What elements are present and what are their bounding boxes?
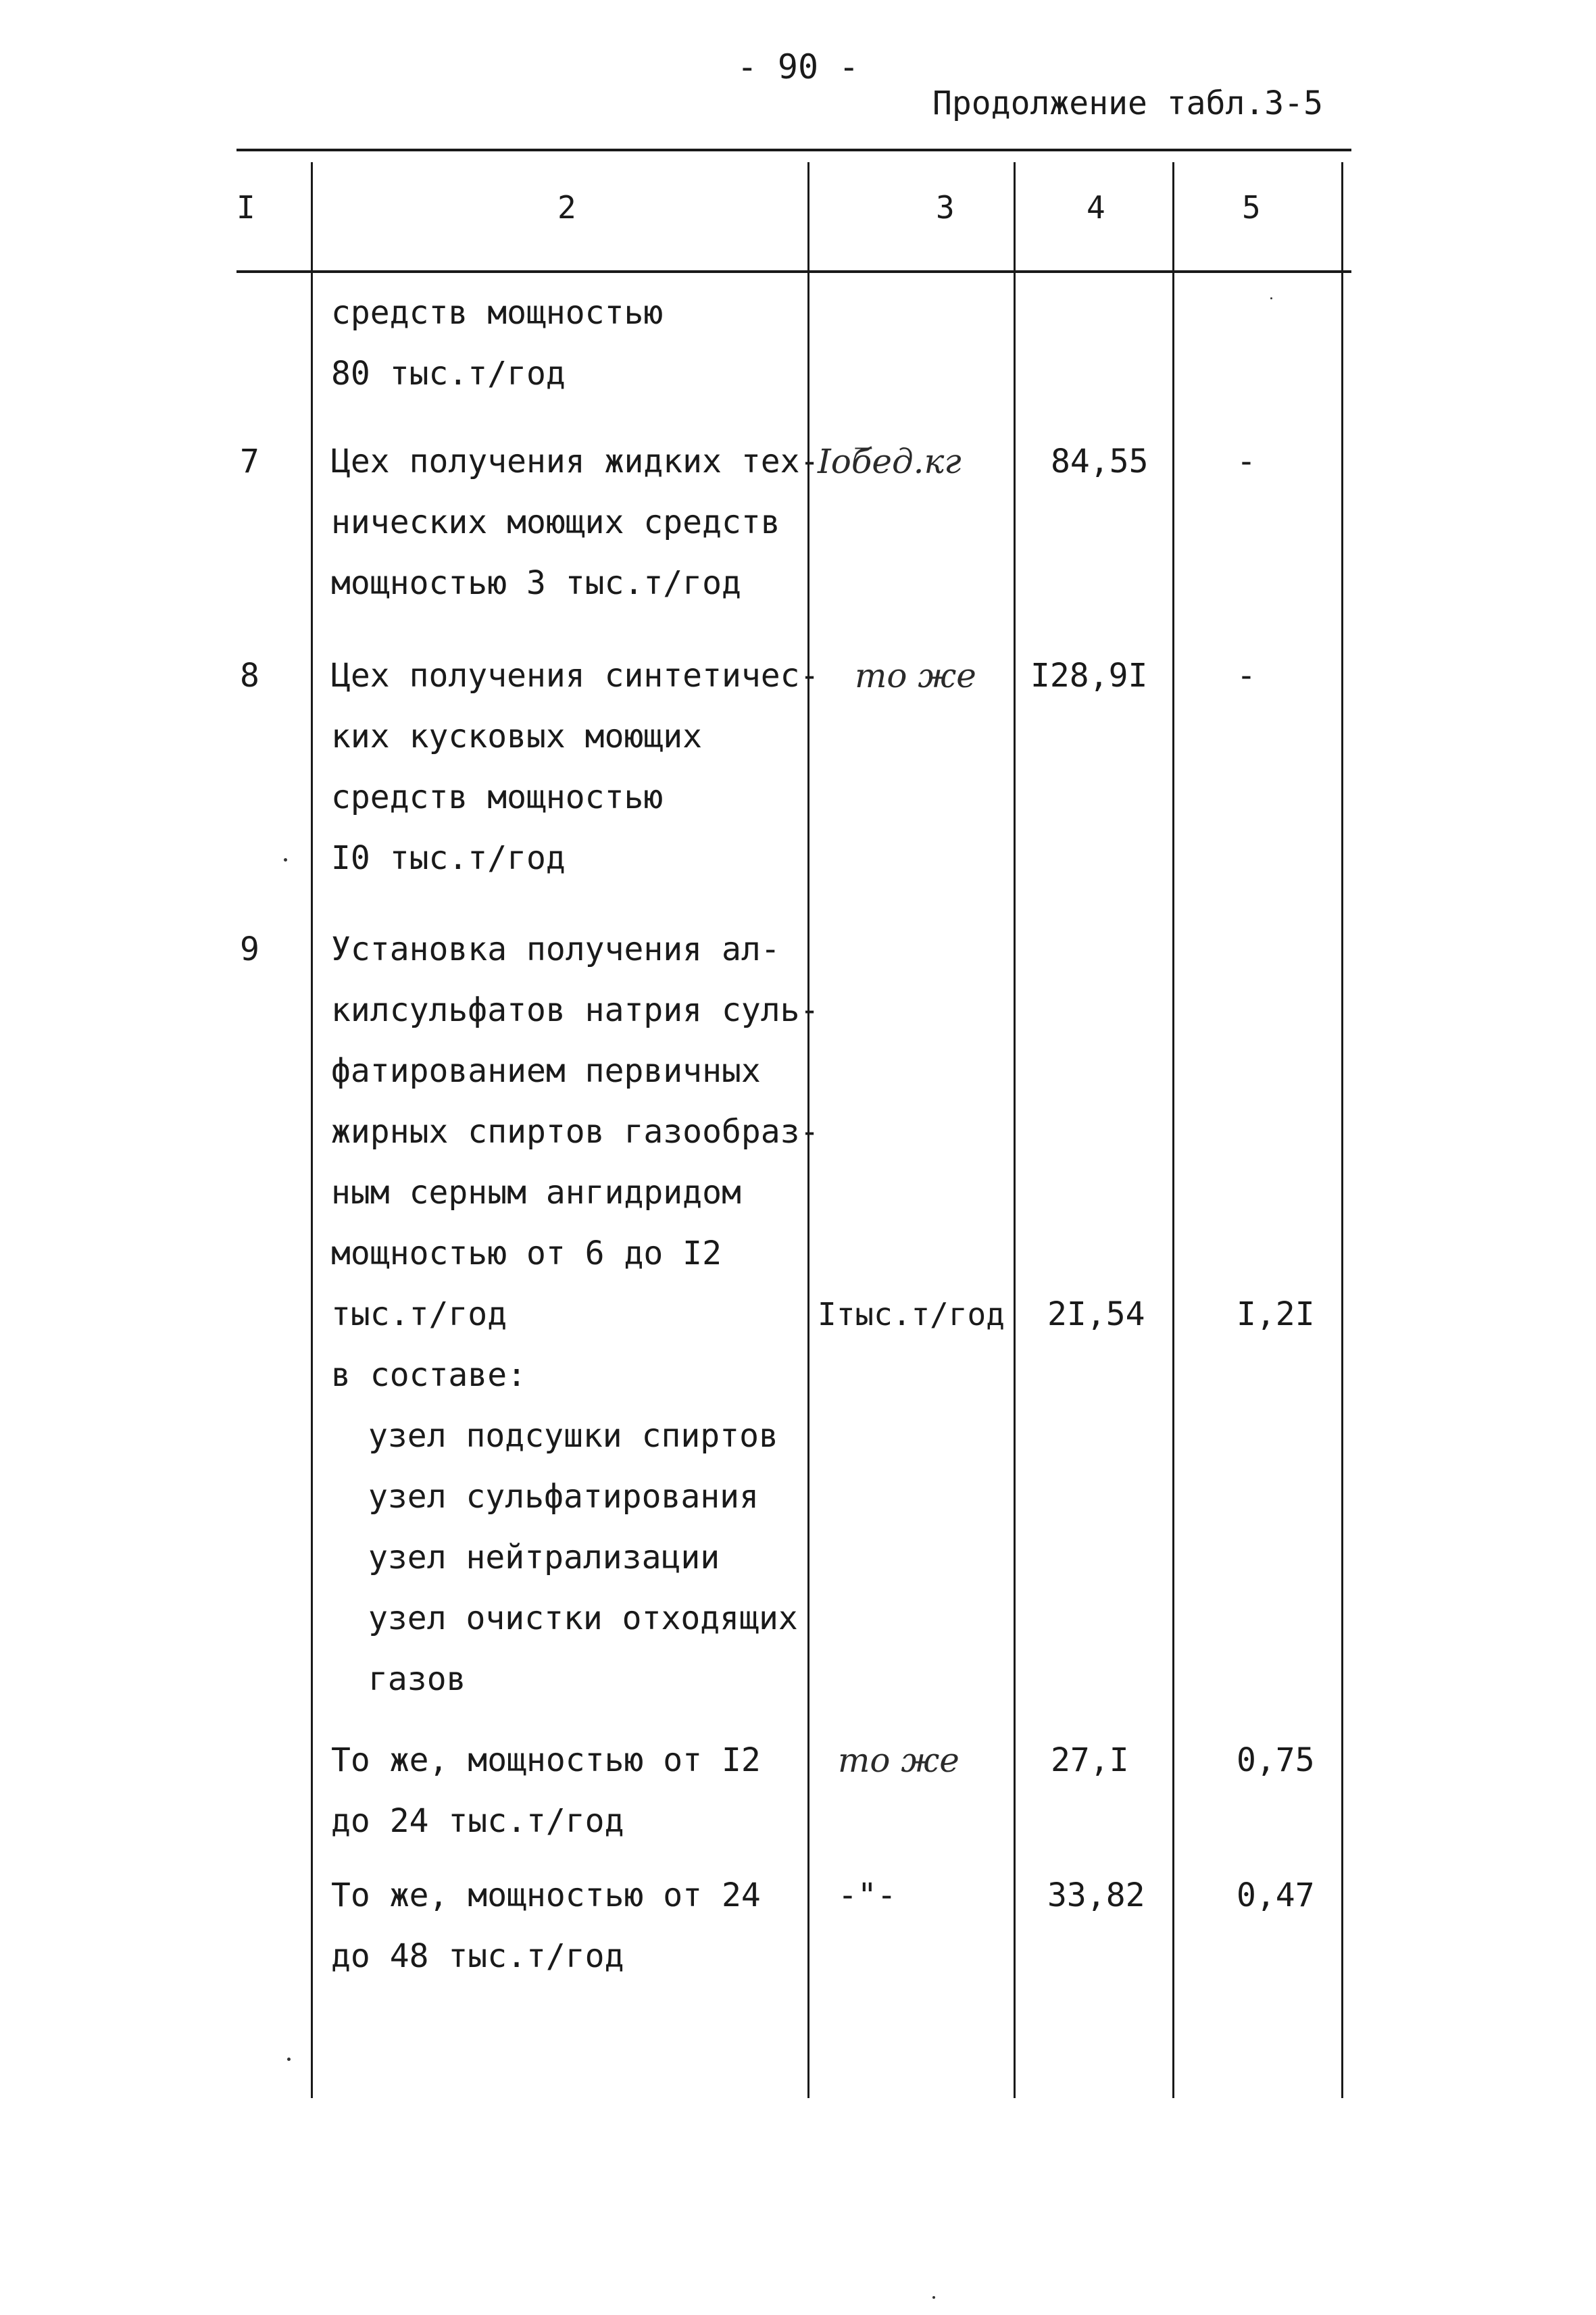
row-number: 7	[240, 443, 259, 480]
row-description-line: килсульфатов натрия суль-	[331, 991, 820, 1029]
carryover-line-2: 80 тыс.т/год	[331, 355, 566, 393]
row-description-line: Цех получения синтетичес-	[331, 657, 820, 695]
row-unit: то же	[855, 656, 976, 695]
row-description-line: до 48 тыс.т/год	[331, 1937, 624, 1975]
row-sub-item: газов	[368, 1660, 466, 1698]
row-sub-item: узел подсушки спиртов	[368, 1417, 778, 1455]
column-divider-5	[1341, 162, 1343, 2098]
row-description-line: мощностью от 6 до I2	[331, 1235, 722, 1272]
row-description-line: ких кусковых моющих	[331, 718, 703, 755]
row-unit: то же	[838, 1741, 959, 1780]
row-sub-item: узел сульфатирования	[368, 1478, 759, 1516]
row-description-line: средств мощностью	[331, 778, 664, 816]
row-description-line: То же, мощностью от I2	[331, 1741, 761, 1779]
row-description-line: То же, мощностью от 24	[331, 1876, 761, 1914]
row-number: 8	[240, 657, 259, 695]
table-header-rule	[236, 270, 1351, 273]
row-value: 2I,54	[1047, 1295, 1145, 1333]
row-unit: -"-	[838, 1876, 897, 1914]
row-description-line: Установка получения ал-	[331, 930, 780, 968]
row-description-line: I0 тыс.т/год	[331, 839, 566, 877]
table-continuation-label: Продолжение табл.3-5	[932, 84, 1323, 122]
row-description-line: до 24 тыс.т/год	[331, 1802, 624, 1840]
scan-speck	[287, 2058, 291, 2061]
row-col5: 0,75	[1237, 1741, 1315, 1779]
row-description-line: в составе:	[331, 1356, 526, 1394]
header-col-4: 4	[1087, 189, 1105, 226]
scan-speck	[284, 858, 287, 862]
page-number: - 90 -	[737, 47, 859, 86]
table-top-rule	[236, 149, 1351, 151]
header-col-3: 3	[936, 189, 955, 226]
row-value: 27,I	[1051, 1741, 1129, 1779]
row-description-line: ным серным ангидридом	[331, 1174, 741, 1212]
scan-speck	[1270, 297, 1272, 299]
row-sub-item: узел очистки отходящих	[368, 1599, 798, 1637]
row-description-line: Цех получения жидких тех-	[331, 443, 820, 480]
header-col-2: 2	[557, 189, 576, 226]
row-unit: Iоб̅ед.кг	[818, 442, 962, 481]
row-value: 84,55	[1051, 443, 1149, 480]
row-col5: I,2I	[1237, 1295, 1315, 1333]
row-col5: 0,47	[1237, 1876, 1315, 1914]
row-col5: -	[1237, 443, 1256, 480]
row-description-line: тыс.т/год	[331, 1295, 507, 1333]
header-col-1: I	[236, 189, 255, 226]
carryover-line-1: средств мощностью	[331, 294, 664, 332]
row-description-line: нических моющих средств	[331, 503, 780, 541]
row-sub-item: узел нейтрализации	[368, 1539, 720, 1576]
column-divider-1	[311, 162, 313, 2098]
row-col5: -	[1237, 657, 1256, 695]
row-description-line: фатированием первичных	[331, 1052, 761, 1090]
row-number: 9	[240, 930, 259, 968]
column-divider-3	[1014, 162, 1016, 2098]
row-value: 33,82	[1047, 1876, 1145, 1914]
row-description-line: мощностью 3 тыс.т/год	[331, 564, 741, 602]
row-description-line: жирных спиртов газообраз-	[331, 1113, 820, 1151]
column-divider-4	[1172, 162, 1174, 2098]
row-unit: Iтыс.т/год	[818, 1296, 1005, 1333]
scan-speck	[932, 2296, 935, 2299]
row-value: I28,9I	[1030, 657, 1148, 695]
header-col-5: 5	[1242, 189, 1261, 226]
